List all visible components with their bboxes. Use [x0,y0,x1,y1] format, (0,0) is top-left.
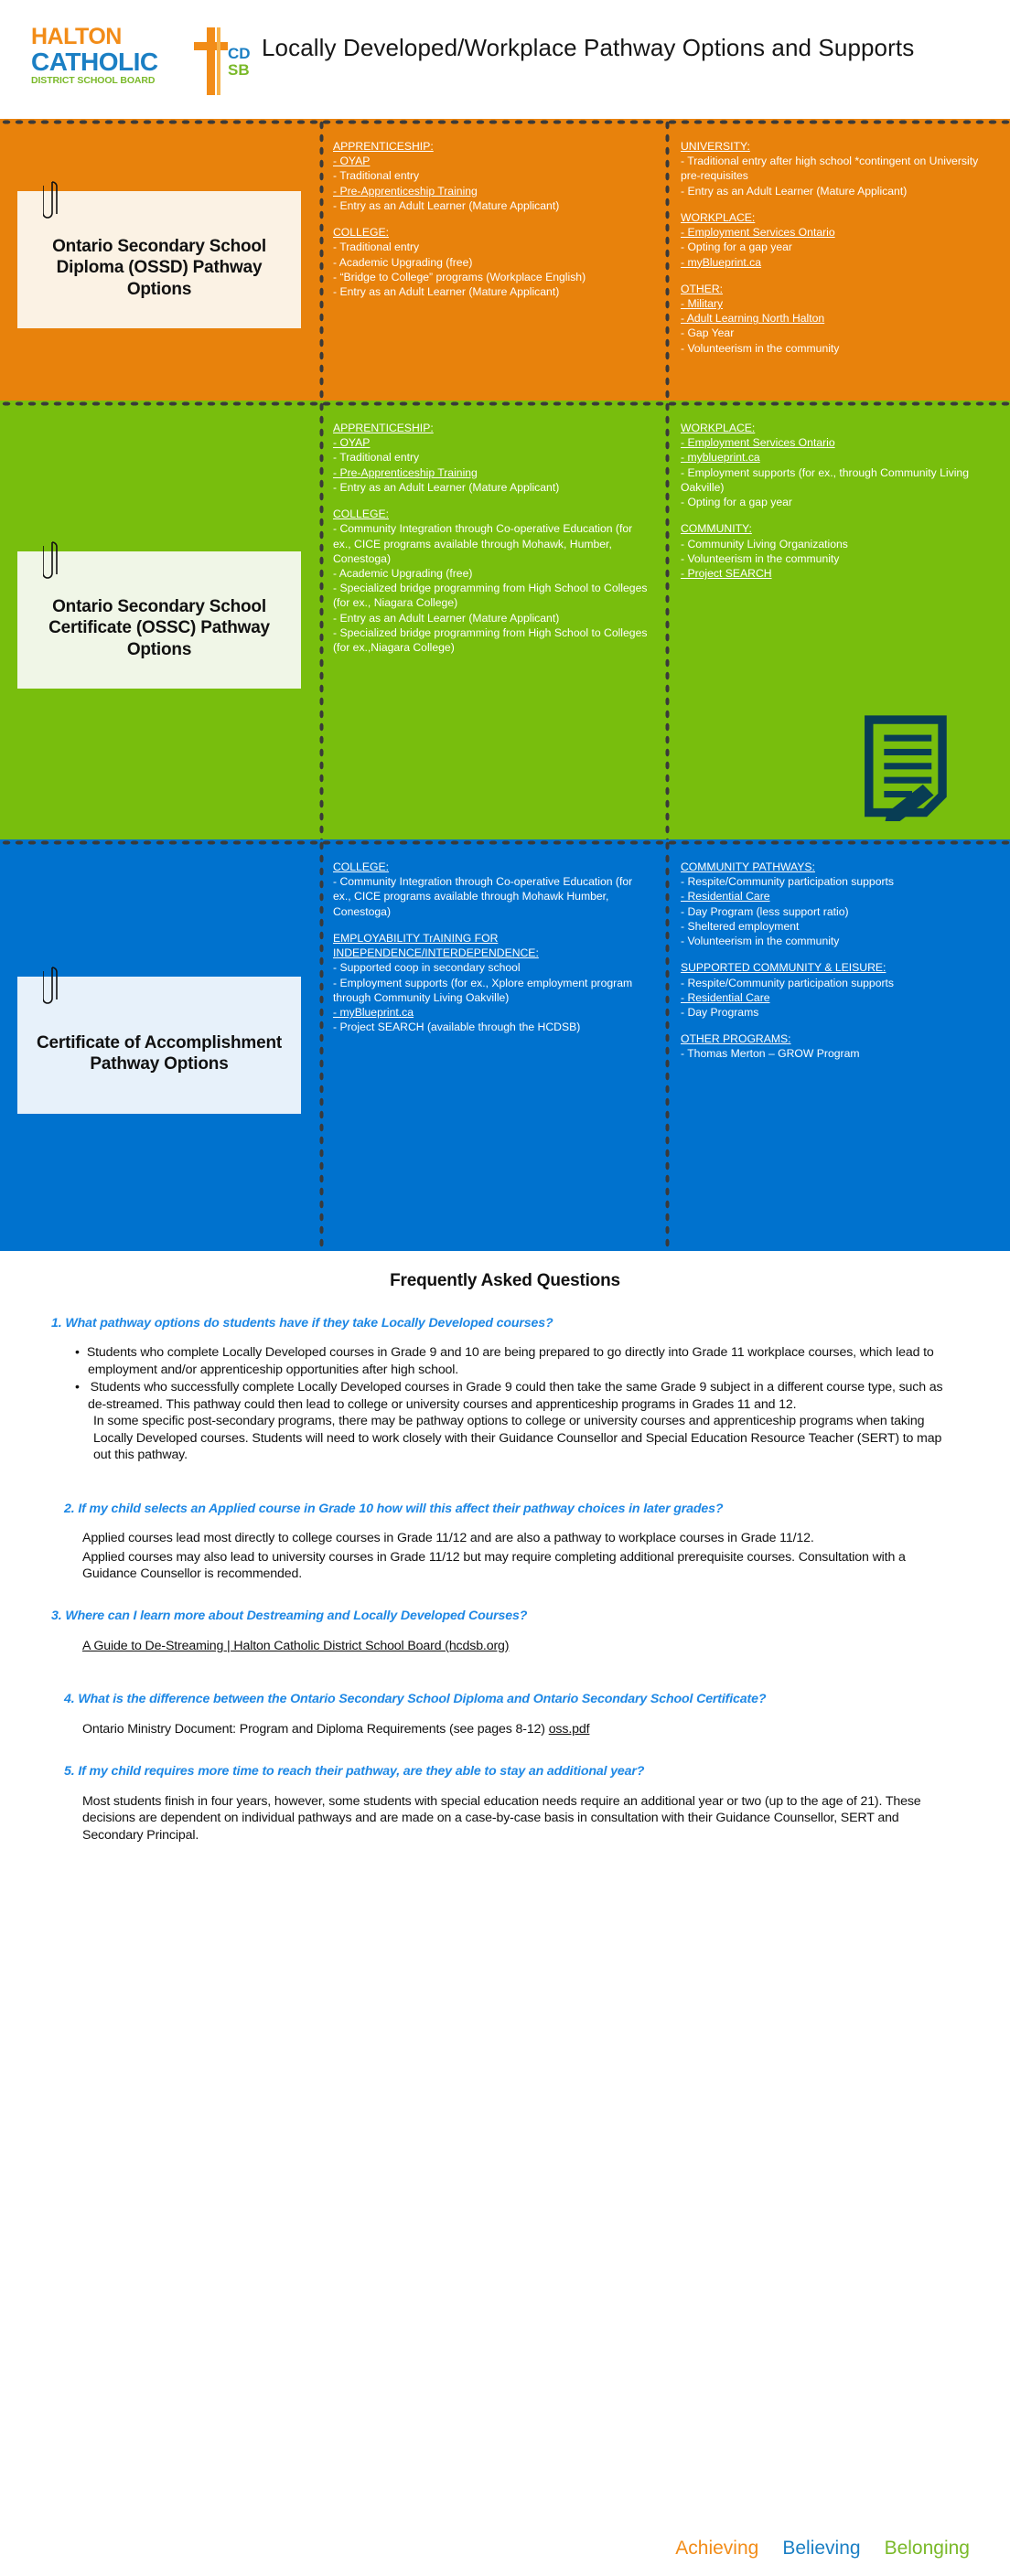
group-heading: COLLEGE: [333,226,389,240]
faq-question-1: 1. What pathway options do students have if they take Locally Developed courses? [51,1316,553,1331]
group-heading: APPRENTICESHIP: [333,140,434,153]
list-item[interactable]: - Military [681,296,724,310]
faq-answer-1-list [51,1344,959,1463]
logo-line-halton: HALTON [31,24,122,49]
list-item: - Entry as an Adult Learner (Mature Applicant) [333,480,560,494]
faq-answer-4 [51,1721,959,1737]
ossc-group-community [681,521,997,581]
list-item: - Volunteerism in the community [681,551,840,565]
pathway-band-certificate-of-accomplishment [0,839,1010,1251]
pathway-band-ossc [0,401,1010,839]
group-heading: COLLEGE: [333,860,389,873]
ossc-card-column [0,401,318,839]
dotted-divider-col1 [318,119,324,401]
list-item: - Gap Year [681,326,735,340]
list-item[interactable]: - Employment supports (for ex., Xplore employment program through Community Living Oakville) [333,976,633,1004]
pathway-band-ossd [0,119,1010,401]
dotted-divider-col2 [664,401,670,839]
coa-group-other-programs [681,1031,997,1061]
list-item[interactable]: - myblueprint.ca [681,451,760,465]
destreaming-guide-link[interactable]: A Guide to De-Streaming | Halton Catholic District School Board (hcdsb.org) [82,1638,510,1653]
spacer [51,1595,959,1608]
ossd-group-apprenticeship [333,139,651,213]
list-item[interactable]: - Respite/Community participation supports [681,976,895,989]
ossc-card-title: Ontario Secondary School Certificate (OSSC) Pathway Options [48,597,270,659]
list-item[interactable]: - Pre-Apprenticeship Training [333,465,478,479]
list-item[interactable]: - myBlueprint.ca [333,1005,414,1019]
ossc-group-workplace [681,421,997,509]
coa-group-supported-community-leisure [681,960,997,1020]
faq-answer-5: Most students finish in four years, however, some students with special education needs require an additional year or two (up to the age of 21). These decisions are dependent on individual pathways and are made on a case-by-case basis in consultation with their Guidance Counsellor, SERT and Secondary Principal. [82,1793,921,1843]
coa-group-employability-training [333,931,651,1035]
list-item[interactable]: - Residential Care [681,990,770,1004]
list-item: - Entry as an Adult Learner (Mature Applicant) [333,284,560,298]
list-item: - Entry as an Adult Learner (Mature Applicant) [333,198,560,212]
ossd-group-workplace [681,210,997,270]
list-item: - Academic Upgrading (free) [333,255,473,269]
list-item: - Day Programs [681,1005,759,1019]
spacer [51,1477,959,1501]
list-item: - “Bridge to College” programs (Workplace English) [333,270,586,283]
faq-question-5: 5. If my child requires more time to reach their pathway, are they able to stay an additional year? [64,1764,645,1780]
coa-right-column [664,839,1010,1251]
coa-group-college [333,860,651,919]
paperclip-icon [43,964,61,1008]
coa-note-card [17,977,301,1114]
logo-line-district: DISTRICT SCHOOL BOARD [31,75,156,87]
answer-part-b: In some specific post-secondary programs, there may be pathway options to college or university courses and apprenticeship programs when taking Locally Developed courses. Students will need to work closely with their Guidance Counsellor and Special Education Resource Teacher (SERT) to map out this pathway. [93,1414,942,1463]
ossc-group-college [333,507,651,655]
list-item: - Community Living Organizations [681,537,848,550]
ossd-right-column [664,119,1010,401]
list-item: - Volunteerism in the community [681,341,840,355]
list-item: • Students who complete Locally Developed courses in Grade 9 and 10 are being prepared to go directly into Grade 11 workplace courses, which lead to employment and/or apprenticeship opportunities after high school. [70,1344,959,1378]
faq-answer-2-part-2: Applied courses may also lead to university courses in Grade 11/12 but may require completing additional prerequisite courses. Consultation with a Guidance Counsellor is recommended. [82,1549,906,1581]
list-item [70,1379,959,1463]
group-heading: WORKPLACE: [681,422,756,434]
faq-answer-4-text: Ontario Ministry Document: Program and Diploma Requirements (see pages 8-12) [82,1721,545,1737]
oss-pdf-link[interactable]: oss.pdf [548,1721,590,1737]
group-heading: UNIVERSITY: [681,140,750,153]
list-item[interactable]: - Community Integration through Co-operative Education (for ex., CICE programs available through Mohawk Humber, Conestoga) [333,875,633,918]
list-item[interactable]: - Specialized bridge programming from High School to Colleges (for ex., Niagara College) [333,582,648,610]
footer-believing: Believing [782,2538,861,2559]
group-heading: WORKPLACE: [681,210,756,224]
list-item: - Volunteerism in the community [681,935,840,948]
list-item[interactable]: - OYAP [333,155,371,168]
paperclip-icon [43,539,61,583]
footer-achieving: Achieving [675,2538,759,2559]
logo-cd-text: CD [228,45,251,62]
answer-part-a: Students who successfully complete Locally Developed courses in Grade 9 could then take the same Grade 9 subject in a different course type, such as de-streamed. This pathway could then lead to college or university courses and apprenticeship programs in Grades 11 and 12. [88,1380,943,1412]
list-item[interactable]: - Specialized bridge programming from High School to Colleges (for ex.,Niagara College) [333,625,648,655]
faq-question-4: 4. What is the difference between the Ontario Secondary School Diploma and Ontario Secondary School Certificate? [64,1692,767,1707]
list-item: - Entry as an Adult Learner (Mature Applicant) [681,184,908,198]
list-item: - Traditional entry [333,240,420,254]
list-item[interactable]: - Employment Services Ontario [681,226,835,240]
page-header [0,0,1010,119]
list-item[interactable]: - Thomas Merton – GROW Program [681,1047,860,1061]
logo-sb-text: SB [228,61,250,79]
list-item[interactable]: - OYAP [333,436,371,450]
list-item[interactable]: - Employment Services Ontario [681,436,835,450]
logo-line-catholic: CATHOLIC [31,47,158,76]
group-heading: SUPPORTED COMMUNITY & LEISURE: [681,961,886,975]
list-item: - Supported coop in secondary school [333,961,521,975]
list-item: - Opting for a gap year [681,496,792,509]
list-item: - Entry as an Adult Learner (Mature Applicant) [333,611,560,625]
group-heading: OTHER PROGRAMS: [681,1032,791,1046]
ossd-group-other [681,282,997,356]
list-item: - Traditional entry [333,451,420,465]
page-footer [675,2538,970,2560]
dotted-divider-col2 [664,839,670,1251]
ossd-note-card [17,191,301,328]
group-heading: COMMUNITY PATHWAYS: [681,860,815,873]
list-item: - Opting for a gap year [681,240,792,254]
hcdsb-logo [31,22,251,88]
list-item[interactable]: - Community Integration through Co-operative Education (for ex., CICE programs available through Mohawk, Humber, Conestoga) [333,522,633,565]
dotted-divider-col2 [664,119,670,401]
spacer [51,1667,959,1691]
group-heading: EMPLOYABILITY TrAINING FOR INDEPENDENCE/INTERDEPENDENCE: [333,931,539,960]
list-item: - Traditional entry [333,169,420,183]
list-item[interactable]: - Pre-Apprenticeship Training [333,184,478,198]
list-item[interactable]: - myBlueprint.ca [681,255,762,269]
footer-belonging: Belonging [884,2538,970,2559]
list-item[interactable]: - Adult Learning North Halton [681,312,825,326]
list-item: - Traditional entry after high school *contingent on University pre-requisites [681,155,979,183]
faq-answer-2-part-1: Applied courses lead most directly to college courses in Grade 11/12 and are also a pathway to workplace courses in Grade 11/12. [82,1531,814,1546]
list-item[interactable]: - Respite/Community participation supports [681,875,895,889]
coa-group-community-pathways [681,860,997,948]
group-heading: COMMUNITY: [681,522,752,536]
ossd-middle-column [318,119,664,401]
dotted-divider-col1 [318,401,324,839]
faq-question-3: 3. Where can I learn more about Destreaming and Locally Developed Courses? [51,1609,528,1624]
spacer [51,1750,959,1763]
list-item: - Sheltered employment [681,919,800,933]
ossd-card-title: Ontario Secondary School Diploma (OSSD) Pathway Options [52,237,266,299]
group-heading: COLLEGE: [333,508,389,521]
faq-question-2: 2. If my child selects an Applied course in Grade 10 how will this affect their pathway choices in later grades? [64,1501,724,1516]
ossd-group-university [681,139,997,198]
dotted-divider-col1 [318,839,324,1251]
group-heading: APPRENTICESHIP: [333,422,434,434]
document-pencil-icon [858,713,966,821]
list-item[interactable]: - Project SEARCH [681,566,772,580]
list-item: - Academic Upgrading (free) [333,566,473,580]
page-title: Locally Developed/Workplace Pathway Options and Supports [262,34,915,61]
list-item[interactable]: - Residential Care [681,890,770,903]
coa-card-title: Certificate of Accomplishment Pathway Options [37,1032,282,1074]
faq-answer-3 [51,1638,959,1654]
ossd-card-column [0,119,318,401]
ossd-group-college [333,225,651,299]
list-item[interactable]: - Employment supports (for ex., through Community Living Oakville) [681,465,969,494]
coa-card-column [0,839,318,1251]
paperclip-icon [43,178,61,222]
faq-section [0,1251,1010,1865]
cross-icon [194,27,232,95]
ossc-middle-column [318,401,664,839]
list-item[interactable]: - Project SEARCH (available through the HCDSB) [333,1021,581,1034]
group-heading: OTHER: [681,282,724,295]
coa-middle-column [318,839,664,1251]
ossc-group-apprenticeship [333,421,651,495]
faq-heading: Frequently Asked Questions [390,1271,620,1290]
ossc-note-card [17,551,301,689]
list-item[interactable]: - Day Program (less support ratio) [681,904,849,918]
